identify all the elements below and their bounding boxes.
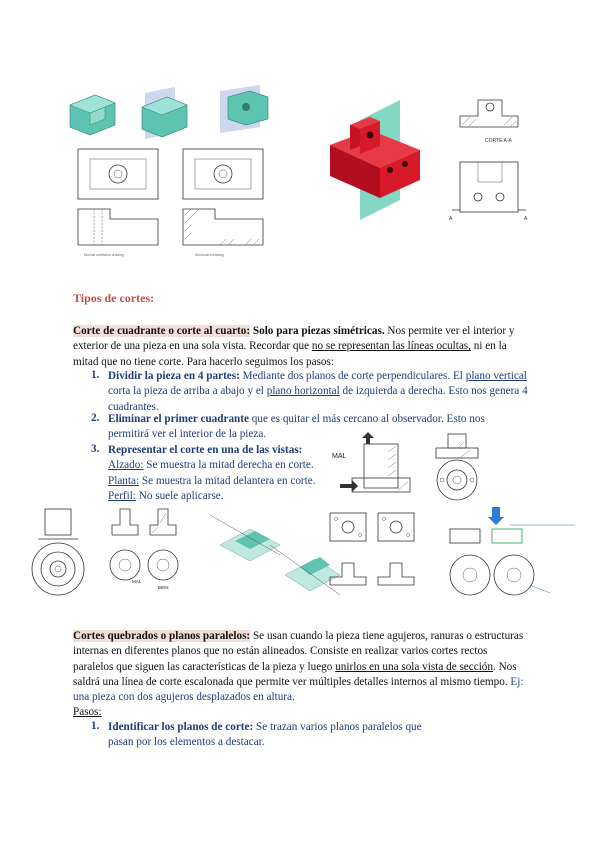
step1-u2: plano horizontal (266, 385, 340, 398)
step3-title: Representar el corte en una de las vistas: (108, 444, 303, 456)
quebrados-paragraph (73, 629, 528, 705)
corte-aa-label: CORTE A-A (485, 138, 512, 144)
quebrados-heading: Cortes quebrados o planos paralelos: (73, 630, 251, 642)
top-figure-corte-aa (448, 92, 533, 232)
top-figure-red-part (325, 90, 445, 230)
figure-strip (30, 505, 580, 603)
a-right-label: A (524, 216, 528, 222)
caption-right: Sectioned drawing (195, 253, 224, 257)
step1-t2: corta la pieza de arriba a abajo y el (108, 385, 267, 398)
view-alzado: Alzado: Se muestra la mitad derecha en corte. (108, 459, 314, 472)
a-left-label: A (449, 216, 453, 222)
quebrados-example: Ej: una pieza con dos agujeros desplazados en altura. (73, 675, 524, 704)
step2-number: 2. (91, 412, 100, 424)
figure-hub (430, 432, 485, 502)
cuadrante-step-1 (108, 369, 528, 415)
cuadrante-text2: ni en la mitad que no tiene corte. Para hacerlo seguimos los pasos: (73, 340, 507, 368)
pasos-label: Pasos: (73, 706, 102, 718)
view-perfil: Perfil: No suele aplicarse. (108, 489, 224, 502)
step3-number: 3. (91, 443, 100, 455)
quebrados-step1-title: Identificar los planos de corte: (108, 721, 254, 733)
cuadrante-text1: Nos permite ver el interior y exterior de una pieza en una sola vista. Recordar que (73, 325, 515, 353)
mal-label: MAL (332, 453, 347, 460)
example-e (450, 507, 575, 595)
quebrados-step-1 (108, 720, 428, 751)
quebrados-step1-number: 1. (91, 720, 100, 732)
mal-drawing (330, 432, 420, 502)
example-c (210, 515, 340, 595)
corte-aa-drawing (448, 92, 533, 232)
figure-mal-section (330, 432, 420, 502)
cuadrante-underline: no se representan las líneas ocultas, (311, 340, 471, 353)
cuadrante-heading: Corte de cuadrante o corte al cuarto: (73, 325, 251, 337)
iso-block-1 (70, 95, 115, 135)
hub-drawing (430, 432, 485, 502)
quebrados-text2: . Nos saldrá una línea de corte escalonada que permite ver múltiples detalles internos al mismo tiempo. (73, 660, 517, 688)
mal-small-label: MAL (132, 579, 142, 584)
iso-block-2 (142, 87, 187, 139)
view-planta: Planta: Se muestra la mitad delantera en corte. (108, 474, 316, 487)
step2-t1: que es quitar el más cercano al observador. Esto nos permitirá ver el interior de la pieza. (108, 413, 485, 441)
quebrados-text1: Se usan cuando la pieza tiene agujeros, ranuras o estructuras internas en diferentes planos que no están alineados. Consiste en realizar varios cortes rectos paralelos que siguen las características de la pieza y luego (73, 630, 524, 673)
cuadrante-paragraph (73, 324, 523, 370)
step2-title: Eliminar el primer cuadrante (108, 413, 249, 425)
caption-left: Normal multiview drawing (84, 253, 124, 257)
cuadrante-step-3 (108, 443, 318, 504)
step1-number: 1. (91, 369, 100, 381)
example-a (32, 509, 84, 595)
step1-t3: de izquierda a derecha. Esto nos genera 4 cuadrantes. (108, 385, 528, 413)
multiview-drawing (60, 85, 275, 265)
example-d (330, 513, 414, 585)
example-b (110, 509, 178, 590)
step1-title: Dividir la pieza en 4 partes: (108, 370, 240, 382)
step1-u1: plano vertical (465, 370, 527, 382)
quebrados-step1-t1: Se trazan varios planos paralelos que pasan por los elementos a destacar. (108, 721, 422, 749)
cuadrante-lead: Solo para piezas simétricas. (252, 325, 385, 337)
quebrados-underline: unirlos en una sola vista de sección (335, 660, 493, 673)
step1-t1: Mediante dos planos de corte perpendiculares. El (239, 370, 466, 382)
red-part-illustration (325, 90, 445, 230)
top-figure-multiview (60, 85, 275, 265)
bien-label: BIEN (158, 585, 169, 590)
section-examples (30, 505, 580, 603)
iso-block-3 (220, 85, 268, 133)
section-title: Tipos de cortes: (73, 291, 155, 305)
